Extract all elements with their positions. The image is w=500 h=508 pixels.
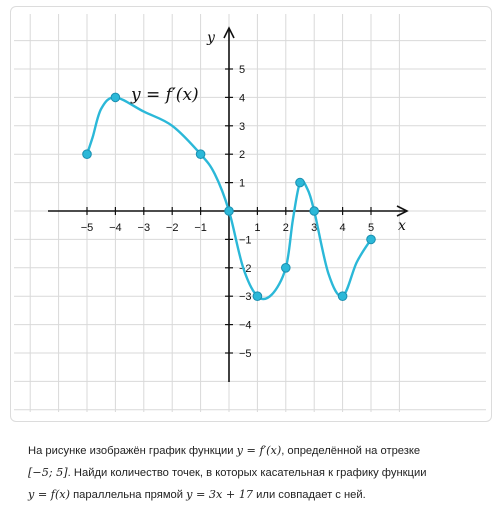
- y-tick-label: 5: [239, 64, 246, 76]
- task-text-part-4: параллельна прямой: [70, 489, 187, 501]
- curve-point: [111, 93, 120, 102]
- task-text-part-2: , определённой на отрезке: [281, 445, 421, 457]
- task-text: [28, 440, 478, 506]
- curve-point: [310, 207, 319, 216]
- curve-point: [282, 264, 291, 273]
- formula-derivative: y = f′(x): [236, 444, 282, 457]
- x-tick-label: −2: [165, 222, 179, 234]
- x-tick-label: 5: [367, 222, 375, 234]
- curve-point: [296, 178, 305, 187]
- formula-function: y = f(x): [28, 488, 70, 501]
- curve-point: [83, 150, 92, 159]
- y-tick-labels: [239, 64, 252, 360]
- curve-point: [367, 235, 376, 244]
- y-axis-label: y: [207, 30, 215, 46]
- curve-point: [338, 292, 347, 301]
- task-text-part-5: или совпадает с ней.: [253, 489, 366, 501]
- y-tick-label: −3: [239, 291, 252, 304]
- curve-label: y = f′(x): [131, 85, 199, 105]
- x-tick-label: −5: [80, 222, 94, 234]
- curve-point: [196, 150, 205, 159]
- x-tick-labels: [81, 222, 374, 234]
- task-text-part-1: На рисунке изображён график функции: [28, 445, 237, 457]
- formula-line: y = 3x + 17: [186, 488, 254, 501]
- y-tick-label: −1: [239, 234, 252, 247]
- x-tick-label: −3: [137, 222, 151, 234]
- y-tick-label: −4: [239, 319, 252, 332]
- y-tick-label: 2: [239, 149, 246, 162]
- x-axis-label: x: [398, 218, 406, 234]
- y-tick-label: 1: [239, 177, 246, 190]
- x-tick-label: 2: [282, 222, 289, 234]
- x-tick-label: −1: [194, 222, 207, 234]
- y-tick-label: 3: [239, 120, 246, 133]
- y-tick-label: 4: [239, 92, 246, 105]
- x-tick-label: 4: [339, 222, 346, 234]
- x-tick-label: 1: [254, 222, 261, 234]
- formula-interval: [−5; 5]: [28, 466, 68, 479]
- x-tick-label: 3: [311, 222, 318, 234]
- x-tick-label: −4: [109, 222, 122, 234]
- y-tick-label: −2: [239, 262, 252, 275]
- curve-point: [225, 207, 234, 216]
- y-tick-label: −5: [239, 348, 252, 360]
- curve-point: [253, 292, 262, 301]
- task-text-part-3: . Найди количество точек, в которых касательная к графику функции: [67, 467, 427, 479]
